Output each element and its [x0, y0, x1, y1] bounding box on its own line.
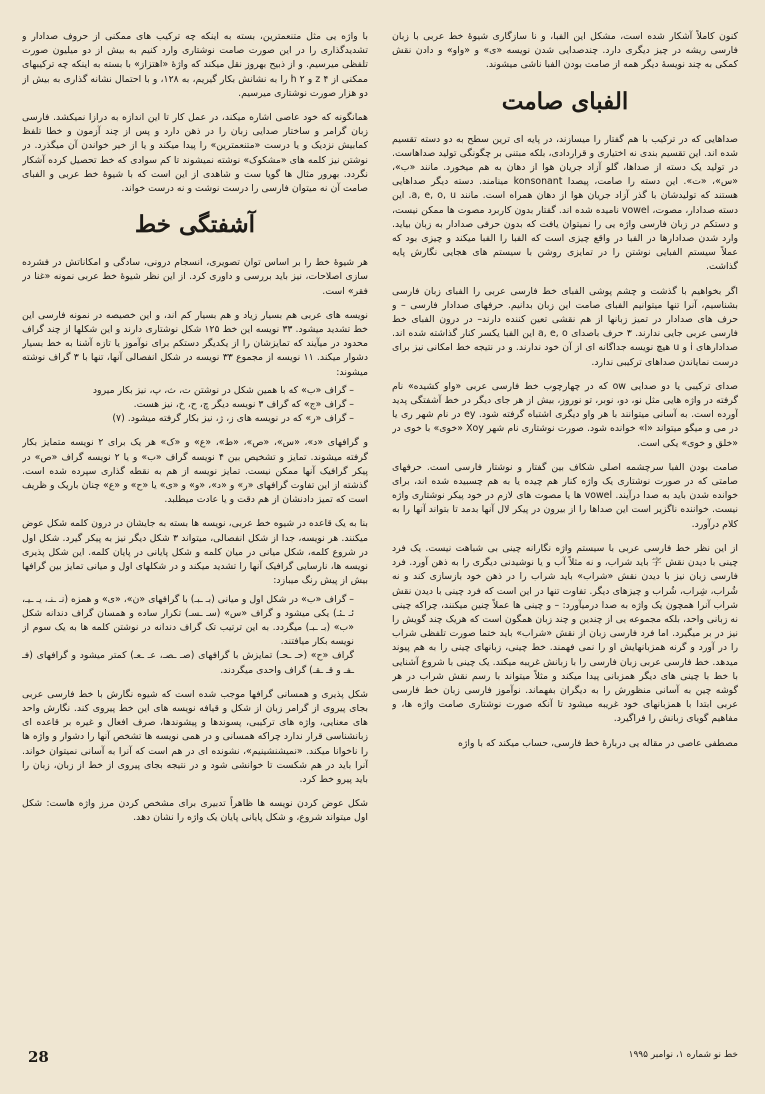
paragraph: اگر بخواهیم با گذشت و چشم پوشی الفبای خط فارسی عربی را الفبای زبان فارسی بشناسیم، آنرا تنها میتوانیم الفبای صامت این زبان بدانیم. حرفهای صدادار فارسی – و حرف های صدادار در تمیز زبانها از هم نقشی تعین کننده دارند– در درون الفبای خط فارسی عربی جایی ندارند. ۳ حرف باصدای a, e, o این الفبا یکسر کنار گذاشته شده اند. صدادارهای i و u هیچ نویسه جداگانه ای از آن خود ندارند. و در نتیجه خط امکانی نیز برای درست نمایاندن صداهای ترکیبی ندارد.	[392, 285, 738, 368]
paragraph: بنا به یک قاعده در شیوه خط عربی، نویسه ها بسته به جایشان در درون کلمه شکل عوض میکنند. هر نویسه، جدا از شکل انفصالی، میتواند ۳ شکل دیگر نیز به پیکر گیرد. شکل اول در شروع کلمه، شکل میانی در میان کلمه و شکل پایانی در پایان کلمه. این شکل پذیری نویسه ها، نارسایی گرافیک آنها را تشدید میکند و در شکلهای اول و میانی تمایز بین گرافها بیش از پیش رنگ میبازد:	[22, 518, 368, 587]
list-item: – گراف «ج» که گراف ۳ نویسه دیگر چ، ح، خ، نیز هست.	[133, 399, 354, 411]
paragraph: هر شیوهٔ خط را بر اساس توان تصویری، انسجام درونی، سادگی و امکاناتش در فشرده سازی اصلاحات، نیز باید بررسی و داوری کرد. از این نظر شیوهٔ خط عربی نمونه «غنا در فقر» است.	[22, 257, 368, 297]
paragraph: از این نظر خط فارسی عربی با سیستم واژه نگارانه چینی بی شباهت نیست. یک فرد چینی با دیدن نقش 字 باید شراب، و نه مثلاً آب و یا نوشیدنی دیگری را به ذهن آورد. فرد فارسی زبان نیز با دیدن نقش «شراب» باید شراب را در ذهن خود بازسازی کند و نه شُراب، شِراب، شُراب و چیزهای دیگر. تفاوت تنها در این است که فرد چینی با دیدن نقش شراب آنرا همچون یک واژه به صدا درمیآورد: – و چینی ها عملاً چنین میکنند، چراکه چینی نه زبانی واحد، بلکه مجموعه یی از چندین و چند زبان همگون است که هریک چند گویش را نیز در بر میگیرد. اما فرد فارسی زبان از نقش «شراب» باید ختما صورت تلفظی شراب را در آورد و گرنه همزبانهایش او را نمی فهمند. خط چینی، زبانهای چینی را به هم پیوند میدهد. خط فارسی عربی زبان فارسی را با زبانش غریبه میکند. یک چینی با شروع آشنایی با خط با چینی های دیگر همزبانی پیدا میکند و مثلاً میتواند با رسم نقش شراب در هر گوشه چین به آسانی منظورش را به دیگران بفهماند. نوآموز فارسی زبان خط فارسی عربی ابتدا با همزبانهای خود غریبه میشود تا آنکه صورت نوشتاری صامت واژه ها، و مفاهیم گویای زبانش را فراگیرد.	[392, 542, 738, 725]
letterform-list	[22, 593, 368, 678]
list-item: گراف «ح» (حـ ـحـ) تمایزش با گرافهای (صـ ـصـ، عـ ـعـ) کمتر میشود و گرافهای (فـ ـفـ و قـ ـقـ) گراف واحدی میگردند.	[22, 650, 354, 676]
list-item: – گراف «ب» در شکل اول و میانی (بـ ـبـ) با گرافهای «ن»، «ی» و همزه (نـ ـنـ، یـ ـیـ، ئـ ـئـ) یکی میشود و گراف «س» (سـ ـسـ) تکرار ساده و همسان گراف دندانه شکل «ب» (بـ ـبـ) میگردد. به این ترتیب تک گراف دندانه در نوشتن کلمه ها به یک سوم از نویسه بکار میافتند.	[22, 593, 354, 648]
paragraph: کنون کاملاً آشکار شده است، مشکل این الفبا، و نا سازگاری شیوهٔ خط عربی با زبان فارسی ریشه در چیز دیگری دارد. چندصدایی شدن نویسه «ی» و «واو» و دادن نقش کمکی به چند نویسهٔ دیگر همه از صامت بودن الفبا ناشی میشوند.	[392, 31, 738, 71]
paragraph: صدای ترکیبی یا دو صدایی ow که در چهارچوب خط فارسی عربی «واو کشیده» نام گرفته در واژه هایی مثل نو، دو، نوبر، تو نوروز، بیش از هر جای دیگر در خط آشفتگی پدید آورده است. به آسانی میتوانند با هر واو دیگری اشتباه گرفته شود. ey در نام شهر ری یا در می و میگو میتواند «ا» خوانده شود. صورت نوشتاری نام شهر Xoy «خوی» با خوی در «خلق و خوی» یکی است.	[392, 380, 738, 449]
section-heading-script-confusion: آشفتگی خط	[134, 211, 256, 239]
list-item: – گراف «ر» که در نویسه های ز، ژ، نیز بکار گرفته میشود. (۷)	[112, 413, 354, 425]
section-heading-consonantal-alphabet: الفبای صامت	[501, 87, 629, 115]
grapheme-list	[22, 384, 368, 427]
paragraph: همانگونه که خود عاصی اشاره میکند، در عمل کار تا این اندازه به درازا نمیکشد. فارسی زبان گرامر و ساختار صدایی زبان را در ذهن دارد و پس از چند آزمون و خطا تلفظ کمابیش نزدیک و یا درست «متنعمترین» را پیدا میکند و یا از خیر خواندن آن میگذرد. در نوشتن نیز کلمه های «مشکوک» نوشته نمیشوند تا کم سوادی که خط تحصیل کرده آشکار نگردد. بهرور مثال ها گویا ست و شاهدی از این است که با شیوهٔ خط عربی و الفبای صامت آن نه میتوان فارسی را درست نوشت و نه درست خواند.	[22, 112, 368, 195]
paragraph: صامت بودن الفبا سرچشمه اصلی شکاف بین گفتار و نوشتار فارسی است. حرفهای صامتی که در صورت نوشتاری یک واژه کنار هم چیده یا به هم چسبیده شده اند، برای خوانده شدن باید به صدا درآیند. vowel ها یا مصوت های لازم در خود پیکر نوشتاری واژه نیست. خواننده ناگزیر است این صداها را از بیرون در پیکر لال آنها بدمد تا بتواند آنها را به کلام درآورد.	[392, 461, 738, 530]
paragraph: شکل پذیری و همسانی گرافها موجب شده است که شیوه نگارش با خط فارسی عربی بجای پیروی از گرامر زبان از شکل و قیافه نویسه های این خط پیروی کند. نگارش واحد های معنایی، واژه های ترکیبی، پسوندها و پیشوندها، صرف افعال و غیره بر قاعده ای زبانشناسی قرار ندارد چراکه همسانی و در همی نویسه ها تشخص آنها را دشوار و واژه ها را ناخوانا میکند. «نمیشنشینیم»، نشونده ای در هم است که آنرا به آسانی نمیتوان خواند. آنرا باید در هم شکست تا خوانشی شود و در نتیجه بجای پیروی از خط از زبان، زبان را باید پیرو خط کرد.	[22, 688, 368, 785]
closing-line: مصطفی عاصی در مقاله یی دربارهٔ خط فارسی، حساب میکند که با واژه	[457, 737, 738, 749]
right-column	[392, 30, 738, 1040]
paragraph: شکل عوض کردن نویسه ها ظاهراً تدبیری برای مشخص کردن مرز واژه هاست: شکل اول میتواند شروع، و شکل پایانی پایان یک واژه را نشان دهد.	[22, 798, 368, 824]
list-item: – گراف «ب» که با همین شکل در نوشتن ت، ث، پ، نیز بکار میرود	[92, 384, 354, 396]
paragraph: نویسه های عربی هم بسیار زیاد و هم بسیار کم اند، و این خصیصه در نمونه فارسی این خط تشدید میشود. ۳۳ نویسه این خط ۱۲۵ شکل نوشتاری دارند و این شکلها از چند گراف محدود در میآیند که تمایزشان را از یکدیگر دستکم برای نوآموز یا تازه آشنا به خط بسیار دشوار میکند. ۱۱ نویسه از مجموع ۳۳ نویسه در شکل انفصالی آنها، تنها با ۳ گراف نوشته میشوند:	[22, 309, 368, 378]
page-number: 28	[28, 1048, 49, 1066]
issue-footer: خط نو شماره ۱، نوامبر ۱۹۹۵	[628, 1050, 738, 1060]
left-column	[22, 30, 368, 1040]
paragraph: صداهایی که در ترکیب با هم گفتار را میسازند، در پایه ای ترین سطح به دو دسته تقسیم شده اند. این تقسیم بندی نه اختیاری و قراردادی، بلکه مبتنی بر چگونگی تولید صداهاست. در تولید یک دسته از صداها، گلو آزاد جریان هوا از دهان به هم میخورد. مانند «ب»، «س»، «ت». این دسته را صامت، پیصدا konsonant مینامند. دسته دیگر صداهایی هستند که تولیدشان با گذر آزاد جریان هوا از دهان همراه است. مانند a, e, o, u. این دسته صدادار، مصوت، vowel نامیده شده اند. گفتار بدون کاربرد مصوت ها ممکن نیست، و دستکم در زبان فارسی واژه یی را نمیتوان یافت که بدون حرفی صدادار به زبان بیاید. وارد شدن صدادارها در الفبا در واقع چیزی است که الفبا را الفبا میکند و چیزی بود که عملاً سیستم الفبایی نوشتن را در تمایزی روشن با سیستم های هجایی نگارش پایه گذاشت.	[392, 133, 738, 273]
paragraph: و گرافهای «د»، «س»، «ص»، «ط»، «ع» و «ک» هر یک برای ۲ نویسه متمایز بکار گرفته میشوند. تمایز و تشخیص بین ۴ نویسه گراف «ب» و یا ۲ نویسه گراف «ص» در پیکر گرافیک آنها ممکن نیست. تمایز نویسه از هم به نقطه گذاری سپرده شده است. گذشته از این تفاوت گرافهای «ر» و «د»، «و» و «ی» یا «ح» و «ع» چنان باریک و ظریف است که تمیز دادنشان از هم دقت و یا عادت میطلبد.	[22, 437, 368, 506]
paragraph: با واژه یی مثل متنعمترین، بسته به اینکه چه ترکیب های ممکنی از حروف صدادار و تشدیدگذاری را در این صورت صامت نوشتاری وارد کنیم به بیش از دو میلیون صورت تلفظی میرسیم. و از ذبیح بهروز نقل میکند که واژهٔ «اهتزاز» با بسته به اینکه چه ترکیبهای ممکنی از z ۴ و h ۲ را به نشانش بکار گیریم، به ۱۲۸، و با احتمال نشانه گذاری به بیش از دو هزار صورت نوشتاری میرسیم.	[22, 31, 368, 99]
